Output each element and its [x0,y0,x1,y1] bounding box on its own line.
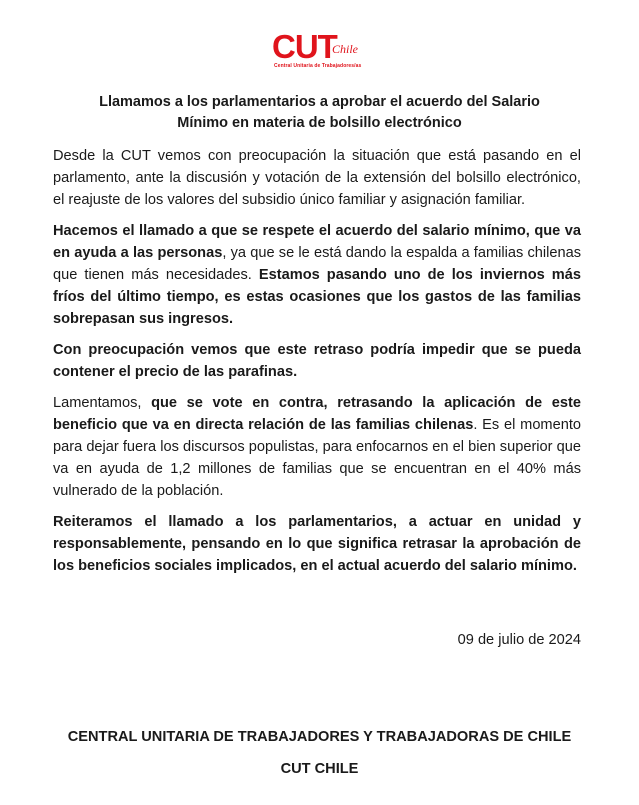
paragraph-3-bold: Con preocupación vemos que este retraso podría impedir que se pueda contener el precio de las parafinas. [53,342,581,380]
title-line-1: Llamamos a los parlamentarios a aprobar el acuerdo del Salario [99,94,540,110]
paragraph-2-text: , ya que se le está dando la espalda a familias chilenas que tienen más necesidades. [53,245,581,283]
logo-tagline: Central Unitaria de Trabajadores/as [274,63,362,69]
paragraph-3 [53,339,581,383]
logo-country: Chile [332,42,358,56]
footer-short-name: CUT CHILE [280,761,359,777]
document-title [40,92,599,134]
paragraph-2-bold-1: Hacemos el llamado a que se respete el acuerdo del salario mínimo, que va en ayuda a las personas [53,223,581,261]
paragraph-1: Desde la CUT vemos con preocupación la situación que está pasando en el parlamento, ante la discusión y votación de la extensión del bolsillo electrónico, el reajuste de los valores del subsidio único familiar y asignación familiar. [53,148,581,208]
paragraph-4-text-1: Lamentamos, [53,395,152,411]
document-date: 09 de julio de 2024 [457,632,581,648]
paragraph-2-bold-2: Estamos pasando uno de los inviernos más fríos del último tiempo, es estas ocasiones que los gastos de las familias sobrepasan sus ingresos. [53,267,581,327]
paragraph-4 [53,392,581,502]
paragraph-5-bold: Reiteramos el llamado a los parlamentarios, a actuar en unidad y responsablemente, pensando en lo que significa retrasar la aprobación de los beneficios sociales implicados, en el actual acuerdo del salario mínimo. [53,514,581,574]
logo-main: CUT [272,28,337,65]
title-line-2: Mínimo en materia de bolsillo electrónico [177,115,462,131]
cut-logo [272,30,368,72]
document-body [53,145,581,586]
paragraph-4-text-2: . Es el momento para dejar fuera los discursos populistas, para enfocarnos en el bien superior que va en ayuda de 1,2 millones de familias que se encuentran en el 40% más vulnerado de la población. [53,417,581,499]
paragraph-2 [53,220,581,330]
paragraph-4-bold: que se vote en contra, retrasando la aplicación de este beneficio que va en directa relación de las familias chilenas [53,395,581,433]
paragraph-5 [53,511,581,577]
footer-organization: CENTRAL UNITARIA DE TRABAJADORES Y TRABAJADORAS DE CHILE [67,729,572,745]
